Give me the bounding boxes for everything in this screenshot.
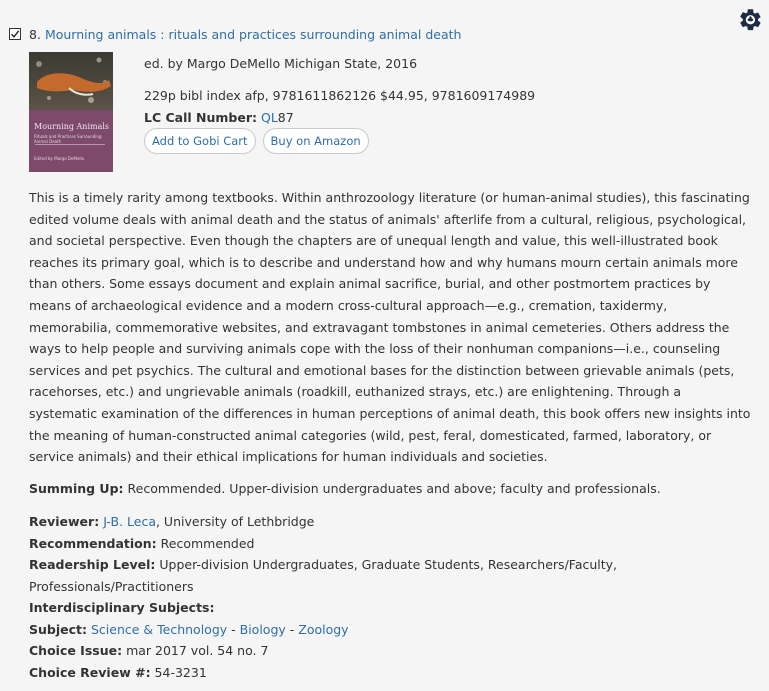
book-cover-image xyxy=(29,52,113,172)
readership-label: Readership Level: xyxy=(29,557,156,572)
recommendation-row xyxy=(29,533,669,555)
review-details xyxy=(29,511,669,683)
subject-separator: - xyxy=(227,621,240,637)
choice-issue-value: mar 2017 vol. 54 no. 7 xyxy=(122,643,269,658)
summing-up-label: Summing Up: xyxy=(29,481,124,496)
cover-subtitle: Rituals and Practices Surrounding Animal Death xyxy=(34,134,102,144)
summing-up xyxy=(29,479,751,499)
reviewer-label: Reviewer: xyxy=(29,514,100,529)
choice-review-number-label: Choice Review #: xyxy=(29,664,151,680)
buy-on-amazon-button[interactable]: Buy on Amazon xyxy=(263,128,369,154)
cover-art xyxy=(29,52,113,172)
interdisciplinary-label: Interdisciplinary Subjects: xyxy=(29,600,215,615)
item-title-row xyxy=(9,25,461,43)
recommendation-value: Recommended xyxy=(156,535,255,551)
subject-link-science[interactable]: Science & Technology xyxy=(90,621,228,637)
action-buttons xyxy=(144,128,369,154)
reviewer-row xyxy=(29,511,669,533)
subject-separator: - xyxy=(285,621,299,637)
subject-link-biology[interactable]: Biology xyxy=(239,621,286,637)
call-number-link[interactable]: QL xyxy=(260,110,278,125)
choice-review-number-value: 54-3231 xyxy=(150,664,207,680)
subject-link-zoology[interactable]: Zoology xyxy=(298,621,349,637)
settings-gear-icon[interactable] xyxy=(737,6,763,32)
item-title-link[interactable]: Mourning animals : rituals and practices surrounding animal death xyxy=(44,26,462,42)
readership-value: Upper-division Undergraduates, Graduate Students, Researchers/Faculty, Professionals/Practitioners xyxy=(29,557,618,594)
checkmark-icon xyxy=(10,29,20,39)
price-isbn-info: 229p bibl index afp, 9781611862126 $44.95, 9781609174989 xyxy=(144,88,536,103)
call-number xyxy=(144,110,294,125)
review-text: This is a timely rarity among textbooks. Within anthrozoology literature (or human-animal studies), this fascinating edited volume deals with animal death and the status of animals' afterlife from a cultural, religious, psychological, and societal perspective. Even though the chapters are of unequal length and value, this well-illustrated book reaches its primary goal, which is to describe and understand how and why humans mourn certain animals more than others. Some essays document and explain animal sacrifice, burial, and other postmortem practices by means of archaeological evidence and a modern cross-cultural approach—e.g., cremation, taxidermy, memorabilia, commemorative websites, and extravagant tombstones in animal cemeteries. Others address the ways to help people and surviving animals cope with the loss of their nonhuman companions—i.e., counseling services and pet psychics. The cultural and emotional bases for the distinction between grievable animals (pets, racehorses, etc.) and ungrievable animals (roadkill, euthanized strays, etc.) are enlightening. Through a systematic examination of the differences in human perceptions of animal death, this book offers new insights into the meaning of human-constructed animal categories (wild, pest, feral, domesticated, farmed, laboratory, or service animals) and their ethical implications for human individuals and societies. xyxy=(29,190,751,465)
choice-issue-row xyxy=(29,640,669,662)
reviewer-affiliation: , University of Lethbridge xyxy=(155,514,315,529)
call-number-label: LC Call Number: xyxy=(144,110,257,125)
item-number: 8. xyxy=(29,26,41,42)
select-checkbox[interactable] xyxy=(9,28,21,40)
cover-editor: Edited by Margo DeMello xyxy=(34,156,85,161)
readership-row xyxy=(29,554,669,597)
interdisciplinary-row xyxy=(29,597,669,619)
call-number-rest: 87 xyxy=(277,110,294,125)
reviewer-link[interactable]: J-B. Leca xyxy=(103,514,156,529)
subject-label: Subject: xyxy=(29,621,87,637)
subject-row xyxy=(29,619,669,641)
cover-title: Mourning Animals xyxy=(34,122,110,131)
recommendation-label: Recommendation: xyxy=(29,535,157,551)
choice-review-number-row xyxy=(29,662,669,684)
publication-info: ed. by Margo DeMello Michigan State, 2016 xyxy=(144,56,418,71)
add-to-gobi-cart-button[interactable]: Add to Gobi Cart xyxy=(144,128,256,154)
summing-up-value: Recommended. Upper-division undergraduates and above; faculty and professionals. xyxy=(123,481,661,496)
choice-issue-label: Choice Issue: xyxy=(29,643,123,658)
